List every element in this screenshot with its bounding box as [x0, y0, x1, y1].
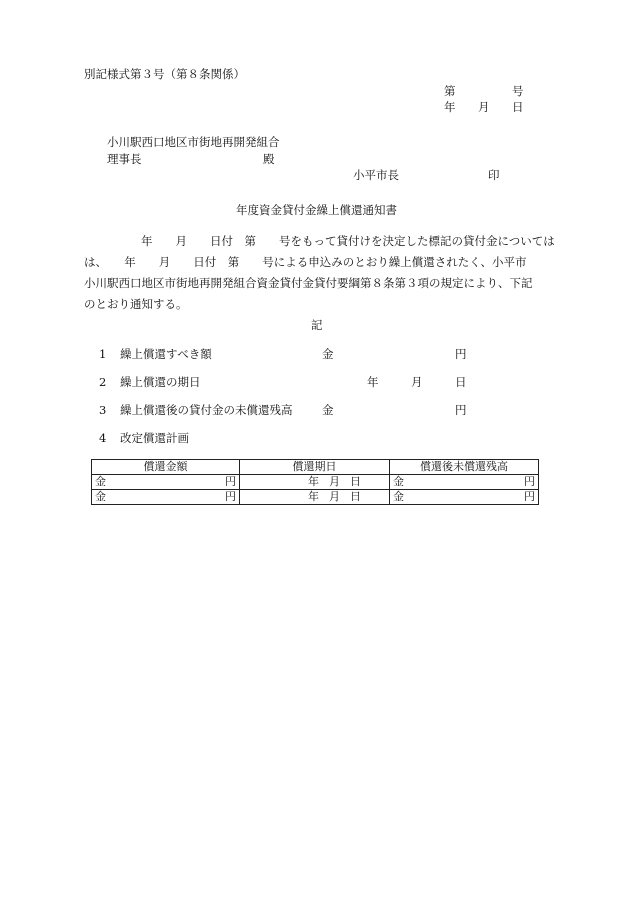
- item-month: 月: [411, 375, 423, 389]
- item-day: 日: [455, 375, 467, 389]
- item-label: 繰上償還の期日: [120, 375, 201, 389]
- item-label: 改定償還計画: [120, 431, 189, 445]
- cell-yen: 円: [524, 490, 535, 503]
- doc-number-suffix: 号: [512, 84, 524, 98]
- doc-date-day: 日: [512, 100, 524, 114]
- cell-kin: 金: [95, 475, 106, 488]
- date-cell: [240, 475, 390, 490]
- cell-kin: 金: [393, 490, 404, 503]
- amount-cell: [92, 475, 240, 490]
- amount-cell: [92, 490, 240, 505]
- item-number: 3: [99, 403, 107, 417]
- table-row: [92, 490, 539, 505]
- body-line: 小川駅西口地区市街地再開発組合資金貸付金貸付要綱第８条第３項の規定により、下記: [84, 276, 533, 290]
- cell-yen: 円: [225, 475, 236, 488]
- cell-yen: 円: [225, 490, 236, 503]
- item-yen: 円: [455, 347, 467, 361]
- item-label: 繰上償還後の貸付金の未償還残高: [120, 403, 293, 417]
- item-yen: 円: [455, 403, 467, 417]
- doc-number-prefix: 第: [444, 84, 456, 98]
- cell-month: 月: [329, 475, 340, 488]
- recipient-honorific: 殿: [263, 152, 275, 166]
- item-kin: 金: [322, 403, 334, 417]
- body-line: は、 年 月 日付 第 号による申込みのとおり繰上償還されたく、小平市: [84, 255, 527, 269]
- cell-year: 年: [308, 490, 319, 503]
- item-number: 1: [99, 347, 107, 361]
- repayment-plan-table: [91, 459, 539, 505]
- body-paragraph: [84, 231, 555, 315]
- item-year: 年: [367, 375, 379, 389]
- seal-mark: 印: [488, 168, 500, 182]
- cell-kin: 金: [95, 490, 106, 503]
- body-line: のとおり通知する。: [84, 297, 188, 311]
- recipient-title: 理事長: [107, 152, 142, 166]
- document-title: 年度資金貸付金繰上償還通知書: [236, 203, 397, 217]
- ki-heading: 記: [311, 318, 323, 332]
- item-kin: 金: [322, 347, 334, 361]
- form-id: 別記様式第３号（第８条関係）: [84, 67, 245, 81]
- table-header-row: [92, 460, 539, 475]
- doc-date-month: 月: [478, 100, 490, 114]
- cell-month: 月: [329, 490, 340, 503]
- item-number: 2: [99, 375, 107, 389]
- header-date: 償還期日: [240, 460, 390, 475]
- cell-day: 日: [350, 490, 361, 503]
- sender-name: 小平市長: [353, 168, 399, 182]
- remaining-cell: [390, 475, 539, 490]
- doc-date-year: 年: [444, 100, 456, 114]
- cell-day: 日: [350, 475, 361, 488]
- header-amount: 償還金額: [92, 460, 240, 475]
- item-label: 繰上償還すべき額: [120, 347, 212, 361]
- body-line: 年 月 日付 第 号をもって貸付けを決定した標記の貸付金については: [118, 234, 555, 248]
- recipient-org: 小川駅西口地区市街地再開発組合: [107, 135, 280, 149]
- cell-yen: 円: [524, 475, 535, 488]
- cell-kin: 金: [393, 475, 404, 488]
- remaining-cell: [390, 490, 539, 505]
- item-number: 4: [99, 431, 107, 445]
- table-row: [92, 475, 539, 490]
- date-cell: [240, 490, 390, 505]
- cell-year: 年: [308, 475, 319, 488]
- header-remaining: 償還後未償還残高: [390, 460, 539, 475]
